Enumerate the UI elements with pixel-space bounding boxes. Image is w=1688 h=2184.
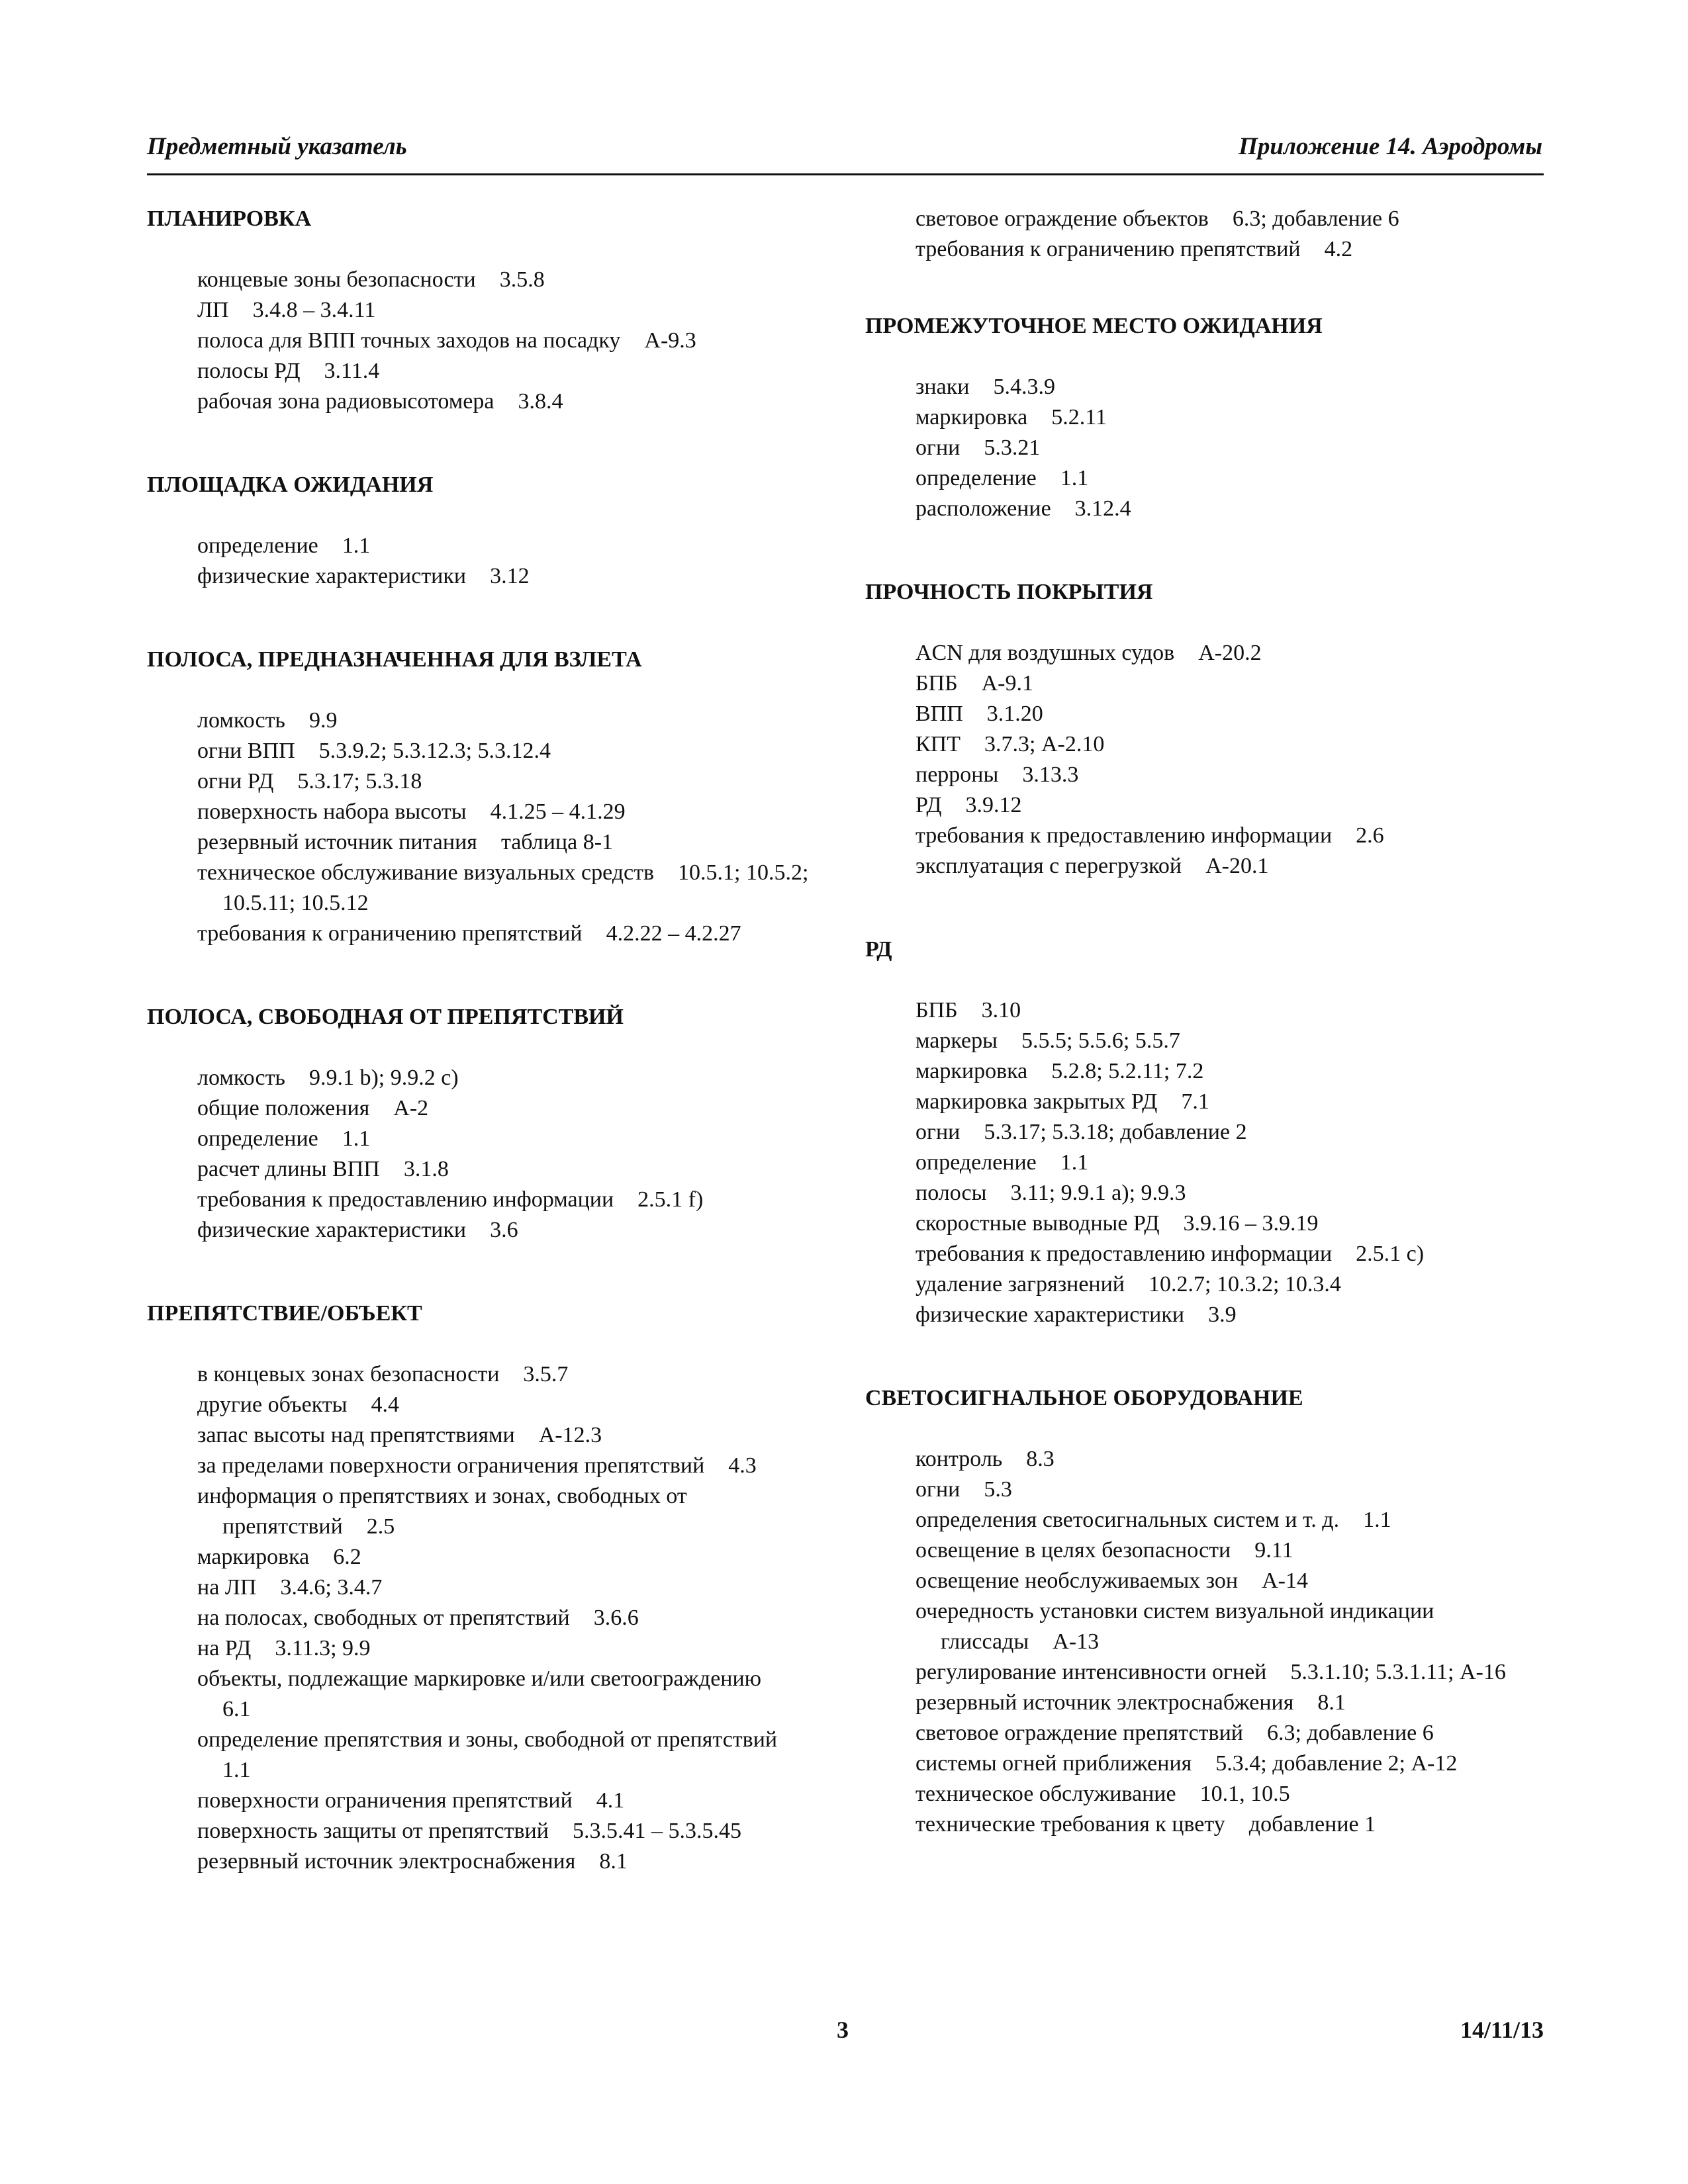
index-entry — [147, 827, 809, 858]
entry-reference: 3.12 — [490, 564, 530, 588]
entry-term: знаки — [915, 375, 970, 399]
entry-reference: 3.9.16 – 3.9.19 — [1183, 1211, 1319, 1236]
section-heading: РД — [865, 937, 892, 962]
entry-term: маркировка закрытых РД — [915, 1089, 1158, 1114]
index-entry — [147, 705, 809, 736]
entry-reference: 3.5.7 — [523, 1362, 569, 1387]
entry-term: огни ВПП — [197, 739, 295, 763]
index-entry — [865, 1535, 1527, 1566]
entry-reference: 9.11 — [1254, 1538, 1293, 1563]
entry-term: ACN для воздушных судов — [915, 641, 1175, 665]
entry-reference: 3.11.4 — [324, 359, 380, 383]
index-entry — [865, 1300, 1527, 1330]
entry-term: маркеры — [915, 1028, 998, 1053]
entry-term: полоса для ВПП точных заходов на посадку — [197, 328, 621, 353]
entry-term: поверхность набора высоты — [197, 799, 467, 824]
entry-term: ломкость — [197, 1066, 285, 1090]
entry-term: на полосах, свободных от препятствий — [197, 1606, 570, 1630]
index-entry — [865, 1718, 1527, 1749]
entry-reference: 4.3 — [728, 1453, 757, 1478]
index-entry — [147, 295, 809, 326]
index-entry — [147, 387, 809, 417]
entry-reference: 3.6.6 — [593, 1606, 639, 1630]
entry-term: огни — [915, 435, 961, 460]
index-entry — [865, 1269, 1527, 1300]
index-entry — [865, 234, 1527, 265]
index-entry — [147, 1481, 809, 1542]
entry-reference: 1.1 — [1060, 1150, 1089, 1175]
section-heading: СВЕТОСИГНАЛЬНОЕ ОБОРУДОВАНИЕ — [865, 1386, 1303, 1410]
entry-reference: 9.9.1 b); 9.9.2 c) — [308, 1066, 459, 1090]
entry-term: световое ограждение объектов — [915, 206, 1209, 231]
index-entry — [865, 1239, 1527, 1269]
entry-reference: 8.3 — [1026, 1447, 1055, 1471]
entry-reference: 6.3; добавление 6 — [1266, 1721, 1434, 1745]
index-entry — [147, 736, 809, 766]
entry-reference: А-2 — [393, 1096, 429, 1120]
entry-term: требования к предоставлению информации — [915, 1242, 1333, 1266]
index-entry — [865, 1178, 1527, 1208]
index-entry — [865, 1026, 1527, 1056]
entry-term: за пределами поверхности ограничения препятствий — [197, 1453, 705, 1478]
index-entry — [147, 1633, 809, 1664]
entry-term: перроны — [915, 762, 999, 787]
index-entry — [147, 1816, 809, 1846]
index-entry — [865, 1809, 1527, 1840]
section-heading: ПОЛОСА, ПРЕДНАЗНАЧЕННАЯ ДЛЯ ВЗЛЕТА — [147, 647, 642, 672]
section-heading: ПОЛОСА, СВОБОДНАЯ ОТ ПРЕПЯТСТВИЙ — [147, 1005, 624, 1029]
entry-term: определение препятствия и зоны, свободной от препятствий — [197, 1727, 778, 1752]
entry-term: регулирование интенсивности огней — [915, 1660, 1267, 1684]
index-entry — [147, 1185, 809, 1215]
entry-term: требования к предоставлению информации — [197, 1187, 614, 1212]
entry-term: удаление загрязнений — [915, 1272, 1125, 1297]
entry-reference: 3.9 — [1208, 1302, 1237, 1327]
entry-reference: А-12.3 — [538, 1423, 602, 1447]
index-entry — [865, 494, 1527, 524]
entry-reference: 3.1.8 — [403, 1157, 449, 1181]
entry-term: контроль — [915, 1447, 1003, 1471]
entry-reference: 5.3.4; добавление 2; А-12 — [1215, 1751, 1458, 1776]
entry-term: очередность установки систем визуальной индикации глиссады — [915, 1599, 1434, 1654]
entry-term: ЛП — [197, 298, 229, 322]
index-entry — [147, 531, 809, 561]
entry-reference: 1.1 — [1363, 1508, 1391, 1532]
entry-reference: А-14 — [1262, 1569, 1308, 1593]
index-entry — [865, 1444, 1527, 1475]
entry-term: РД — [915, 793, 942, 817]
index-entry — [147, 1603, 809, 1633]
entry-term: полосы — [915, 1181, 987, 1205]
index-entry — [865, 1688, 1527, 1718]
index-entry — [865, 463, 1527, 494]
index-section — [147, 1298, 809, 1877]
entry-term: КПТ — [915, 732, 961, 756]
entry-reference: 10.1, 10.5 — [1199, 1782, 1290, 1806]
entry-reference: 5.3.1.10; 5.3.1.11; А-16 — [1290, 1660, 1506, 1684]
entry-reference: 3.10 — [981, 998, 1021, 1023]
index-entry — [147, 1154, 809, 1185]
entry-term: физические характеристики — [197, 564, 467, 588]
section-heading: ПЛАНИРОВКА — [147, 206, 312, 231]
entry-term: резервный источник электроснабжения — [197, 1849, 576, 1874]
index-entry — [147, 1390, 809, 1420]
entry-term: запас высоты над препятствиями — [197, 1423, 515, 1447]
entry-reference: добавление 1 — [1248, 1812, 1376, 1837]
entry-reference: 5.3 — [984, 1477, 1012, 1502]
index-column-right — [865, 204, 1527, 1893]
entry-reference: 3.12.4 — [1074, 496, 1131, 521]
index-section — [865, 1383, 1527, 1840]
entry-term: требования к ограничению препятствий — [915, 237, 1301, 261]
entry-term: огни — [915, 1120, 961, 1144]
entry-term: определение — [197, 1126, 318, 1151]
index-entry — [865, 790, 1527, 821]
entry-term: общие положения — [197, 1096, 370, 1120]
entry-reference: 5.3.17; 5.3.18 — [297, 769, 422, 794]
entry-term: БПБ — [915, 998, 958, 1023]
entry-term: физические характеристики — [915, 1302, 1185, 1327]
entry-reference: 5.2.11 — [1051, 405, 1107, 430]
entry-term: световое ограждение препятствий — [915, 1721, 1243, 1745]
section-heading: ПЛОЩАДКА ОЖИДАНИЯ — [147, 473, 434, 497]
section-heading: ПРЕПЯТСТВИЕ/ОБЪЕКТ — [147, 1301, 422, 1326]
index-entry — [865, 433, 1527, 463]
entry-reference: 3.4.6; 3.4.7 — [280, 1575, 383, 1600]
entry-reference: 4.1 — [596, 1788, 625, 1813]
index-entry — [865, 1087, 1527, 1117]
index-entry — [147, 1664, 809, 1725]
entry-reference: 2.5.1 f) — [637, 1187, 704, 1212]
index-entry — [865, 1596, 1527, 1657]
entry-reference: 2.5.1 c) — [1356, 1242, 1425, 1266]
entry-term: требования к предоставлению информации — [915, 823, 1333, 848]
index-section — [865, 311, 1527, 524]
entry-reference: А-13 — [1053, 1629, 1100, 1654]
index-entry — [865, 1566, 1527, 1596]
entry-reference: 5.2.8; 5.2.11; 7.2 — [1051, 1059, 1204, 1083]
entry-term: технические требования к цвету — [915, 1812, 1225, 1837]
entry-reference: 6.1 — [222, 1697, 251, 1721]
index-section — [865, 204, 1527, 265]
entry-reference: 3.7.3; А-2.10 — [984, 732, 1105, 756]
index-entry — [147, 561, 809, 592]
entry-reference: 5.3.5.41 – 5.3.5.45 — [572, 1819, 741, 1843]
entry-term: рабочая зона радиовысотомера — [197, 389, 494, 414]
entry-term: системы огней приближения — [915, 1751, 1192, 1776]
entry-term: объекты, подлежащие маркировке и/или светоограждению — [197, 1666, 762, 1691]
header-rule — [147, 173, 1544, 175]
index-entry — [147, 1093, 809, 1124]
entry-reference: 8.1 — [599, 1849, 628, 1874]
index-section — [147, 204, 809, 417]
entry-term: определение — [915, 466, 1037, 490]
index-entry — [865, 1208, 1527, 1239]
index-entry — [147, 766, 809, 797]
index-entry — [147, 1572, 809, 1603]
index-entry — [865, 1117, 1527, 1148]
index-entry — [865, 995, 1527, 1026]
index-entry — [865, 821, 1527, 851]
entry-term: полосы РД — [197, 359, 301, 383]
entry-reference: 3.11.3; 9.9 — [275, 1636, 371, 1661]
entry-term: маркировка — [915, 405, 1028, 430]
index-section — [147, 470, 809, 592]
entry-term: эксплуатация с перегрузкой — [915, 854, 1182, 878]
index-entry — [147, 858, 809, 919]
index-entry — [865, 1779, 1527, 1809]
entry-reference: 2.6 — [1356, 823, 1384, 848]
entry-term: техническое обслуживание — [915, 1782, 1176, 1806]
index-entry — [865, 1056, 1527, 1087]
entry-reference: 2.5 — [366, 1514, 395, 1539]
entry-term: на ЛП — [197, 1575, 257, 1600]
entry-term: расположение — [915, 496, 1051, 521]
index-entry — [147, 265, 809, 295]
section-heading: ПРОЧНОСТЬ ПОКРЫТИЯ — [865, 580, 1153, 604]
index-entry — [865, 1475, 1527, 1505]
entry-reference: А-20.2 — [1198, 641, 1262, 665]
entry-reference: таблица 8-1 — [500, 830, 614, 854]
index-entry — [865, 1505, 1527, 1535]
index-entry — [147, 356, 809, 387]
index-entry — [865, 668, 1527, 699]
page-number: 3 — [837, 2017, 849, 2043]
index-entry — [865, 372, 1527, 402]
entry-term: скоростные выводные РД — [915, 1211, 1160, 1236]
entry-term: в концевых зонах безопасности — [197, 1362, 500, 1387]
entry-reference: 8.1 — [1317, 1690, 1346, 1715]
index-column-left — [147, 204, 809, 1930]
entry-term: резервный источник электроснабжения — [915, 1690, 1294, 1715]
entry-reference: 1.1 — [222, 1758, 251, 1782]
entry-reference: А-9.1 — [981, 671, 1033, 696]
index-entry — [147, 1420, 809, 1451]
index-entry — [147, 1063, 809, 1093]
entry-reference: А-20.1 — [1205, 854, 1269, 878]
entry-reference: 3.1.20 — [986, 702, 1043, 726]
index-entry — [147, 1542, 809, 1572]
entry-term: освещение в целях безопасности — [915, 1538, 1231, 1563]
entry-term: поверхность защиты от препятствий — [197, 1819, 549, 1843]
entry-term: техническое обслуживание визуальных средств — [197, 860, 655, 885]
running-header-right: Приложение 14. Аэродромы — [1239, 133, 1542, 160]
index-entry — [865, 638, 1527, 668]
index-entry — [865, 1657, 1527, 1688]
entry-reference: 4.1.25 – 4.1.29 — [490, 799, 626, 824]
index-entry — [865, 760, 1527, 790]
index-entry — [147, 1786, 809, 1816]
entry-reference: 4.2.22 – 4.2.27 — [606, 921, 741, 946]
entry-reference: 1.1 — [342, 533, 371, 558]
section-heading: ПРОМЕЖУТОЧНОЕ МЕСТО ОЖИДАНИЯ — [865, 314, 1323, 338]
entry-term: концевые зоны безопасности — [197, 267, 476, 292]
index-entry — [865, 699, 1527, 729]
index-entry — [147, 919, 809, 949]
entry-term: информация о препятствиях и зонах, свободных от препятствий — [197, 1484, 687, 1539]
index-entry — [147, 1846, 809, 1877]
running-header-left: Предметный указатель — [147, 133, 407, 160]
entry-reference: 3.8.4 — [518, 389, 563, 414]
entry-term: другие объекты — [197, 1392, 348, 1417]
entry-term: требования к ограничению препятствий — [197, 921, 583, 946]
index-entry — [865, 1749, 1527, 1779]
index-entry — [147, 1124, 809, 1154]
index-entry — [147, 1359, 809, 1390]
entry-reference: 5.3.9.2; 5.3.12.3; 5.3.12.4 — [318, 739, 551, 763]
revision-date: 14/11/13 — [1460, 2017, 1544, 2043]
index-section — [147, 1002, 809, 1246]
entry-reference: 4.2 — [1324, 237, 1353, 261]
entry-term: физические характеристики — [197, 1218, 467, 1242]
entry-reference: 6.2 — [333, 1545, 361, 1569]
entry-reference: 3.11; 9.9.1 a); 9.9.3 — [1010, 1181, 1186, 1205]
entry-term: огни — [915, 1477, 961, 1502]
entry-term: маркировка — [197, 1545, 310, 1569]
entry-term: ломкость — [197, 708, 285, 733]
index-entry — [865, 204, 1527, 234]
entry-reference: 7.1 — [1181, 1089, 1209, 1114]
index-entry — [865, 851, 1527, 882]
entry-term: маркировка — [915, 1059, 1028, 1083]
entry-term: резервный источник питания — [197, 830, 477, 854]
entry-term: огни РД — [197, 769, 274, 794]
entry-reference: 5.3.21 — [984, 435, 1041, 460]
entry-reference: 3.9.12 — [965, 793, 1022, 817]
entry-reference: 3.6 — [490, 1218, 518, 1242]
entry-reference: 9.9 — [308, 708, 338, 733]
index-section — [865, 577, 1527, 882]
index-entry — [147, 1451, 809, 1481]
entry-term: ВПП — [915, 702, 963, 726]
index-entry — [147, 1215, 809, 1246]
index-entry — [147, 326, 809, 356]
entry-reference: 10.5.1; 10.5.2; 10.5.11; 10.5.12 — [222, 860, 809, 915]
index-entry — [865, 1148, 1527, 1178]
index-entry — [147, 797, 809, 827]
entry-term: освещение необслуживаемых зон — [915, 1569, 1239, 1593]
entry-term: определение — [197, 533, 318, 558]
entry-reference: 1.1 — [342, 1126, 371, 1151]
index-entry — [865, 729, 1527, 760]
entry-term: БПБ — [915, 671, 958, 696]
entry-reference: 4.4 — [371, 1392, 399, 1417]
entry-reference: 6.3; добавление 6 — [1232, 206, 1399, 231]
index-section — [865, 934, 1527, 1330]
entry-reference: 10.2.7; 10.3.2; 10.3.4 — [1149, 1272, 1341, 1297]
entry-reference: 3.13.3 — [1022, 762, 1079, 787]
entry-reference: 3.4.8 – 3.4.11 — [252, 298, 376, 322]
entry-reference: А-9.3 — [644, 328, 696, 353]
entry-term: поверхности ограничения препятствий — [197, 1788, 573, 1813]
entry-term: определение — [915, 1150, 1037, 1175]
entry-reference: 5.3.17; 5.3.18; добавление 2 — [984, 1120, 1247, 1144]
entry-reference: 1.1 — [1060, 466, 1089, 490]
index-section — [147, 645, 809, 949]
entry-reference: 3.5.8 — [499, 267, 545, 292]
index-entry — [147, 1725, 809, 1786]
index-entry — [865, 402, 1527, 433]
entry-term: определения светосигнальных систем и т. д. — [915, 1508, 1340, 1532]
entry-term: расчет длины ВПП — [197, 1157, 380, 1181]
entry-reference: 5.4.3.9 — [993, 375, 1055, 399]
entry-term: на РД — [197, 1636, 252, 1661]
entry-reference: 5.5.5; 5.5.6; 5.5.7 — [1021, 1028, 1180, 1053]
